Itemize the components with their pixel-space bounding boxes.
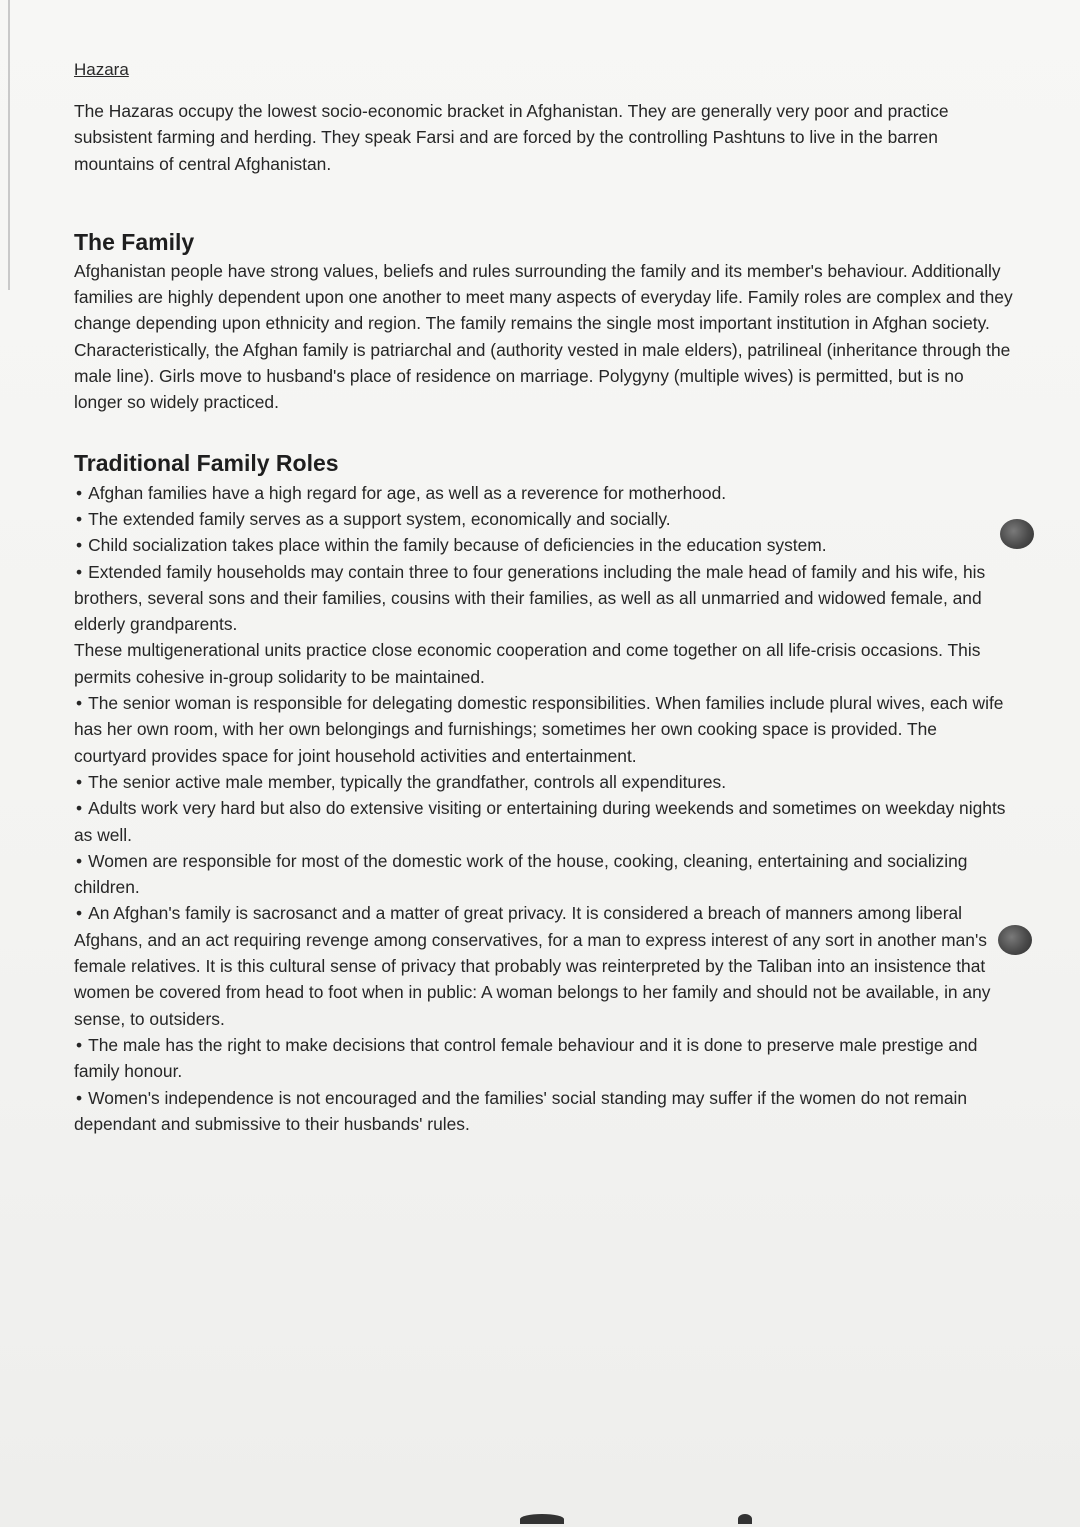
roles-bullet-7 xyxy=(74,795,1014,848)
bullet-text: The male has the right to make decisions that control female behaviour and it is done to preserve male prestige and family honour. xyxy=(74,1034,978,1082)
bullet-text: Afghan families have a high regard for age, as well as a reverence for motherhood. xyxy=(88,482,727,503)
roles-heading: Traditional Family Roles xyxy=(74,449,339,476)
bullet-text: An Afghan's family is sacrosanct and a matter of great privacy. It is considered a breach of manners among liberal Afghans, and an act requiring revenge among conservatives, for a man to express interest of any sort in another man's female relatives. It is this cultural sense of privacy that probably was reinterpreted by the Taliban into an insistence that women be covered from head to foot when in public: A woman belongs to her family and should not be available, in any sense, to outsiders. xyxy=(74,903,991,1029)
bullet-text: Adults work very hard but also do extensive visiting or entertaining during weekends and sometimes on weekday nights as well. xyxy=(74,798,1006,845)
bullet-dot: • xyxy=(76,798,83,819)
bullet-dot: • xyxy=(76,1034,83,1055)
bullet-dot: • xyxy=(76,1087,83,1108)
page-edge-mark xyxy=(738,1514,752,1524)
bullet-text: Women's independence is not encouraged and the families' social standing may suffer if the women do not remain dependant and submissive to their husbands' rules. xyxy=(74,1087,968,1134)
bullet-text: The senior active male member, typically the grandfather, controls all expenditures. xyxy=(88,771,727,792)
punch-hole xyxy=(998,925,1032,955)
roles-bullet-9 xyxy=(74,900,1014,1031)
bullet-text: Women are responsible for most of the domestic work of the house, cooking, cleaning, entertaining and socializing children. xyxy=(74,850,968,898)
hazara-paragraph: The Hazaras occupy the lowest socio-economic bracket in Afghanistan. They are generally very poor and practice subsistent farming and herding. They speak Farsi and are forced by the controlling Pashtuns to live in the barren mountains of central Afghanistan. xyxy=(74,101,949,174)
punch-hole xyxy=(1000,519,1034,549)
roles-bullet-3 xyxy=(74,532,1014,558)
roles-bullet-5 xyxy=(74,690,1014,769)
bullet-text: Extended family households may contain three to four generations including the male head of family and his wife, his brothers, several sons and their families, cousins with their families, as well as all unmarried and widowed female, and elderly grandparents. xyxy=(74,561,986,635)
bullet-text: Child socialization takes place within the family because of deficiencies in the education system. xyxy=(88,535,827,556)
roles-bullet-11 xyxy=(74,1085,1014,1138)
bullet-dot: • xyxy=(76,903,83,924)
bullet-dot: • xyxy=(76,561,83,582)
bullet-dot: • xyxy=(76,693,83,714)
family-paragraph: Afghanistan people have strong values, beliefs and rules surrounding the family and its member's behaviour. Additionally families are highly dependent upon one another to meet many aspects of everyday life. Family roles are complex and they change depending upon ethnicity and region. The family remains the single most important institution in Afghan society. Characteristically, the Afghan family is patriarchal and (authority vested in male elders), patrilineal (inheritance through the male line). Girls move to husband's place of residence on marriage. Polygyny (multiple wives) is permitted, but is no longer so widely practiced. xyxy=(74,260,1013,413)
hazara-title: Hazara xyxy=(74,60,129,79)
bullet-dot: • xyxy=(76,508,83,529)
roles-plain-paragraph: These multigenerational units practice close economic cooperation and come together on all life-crisis occasions. This permits cohesive in-group solidarity to be maintained. xyxy=(74,640,981,687)
bullet-text: The senior woman is responsible for delegating domestic responsibilities. When families include plural wives, each wife has her own room, with her own belongings and furnishings; sometimes her own cooking space is provided. The courtyard provides space for joint household activities and entertainment. xyxy=(74,693,1004,766)
bullet-text: The extended family serves as a support system, economically and socially. xyxy=(88,508,671,529)
roles-bullet-4 xyxy=(74,559,1014,638)
roles-bullet-10 xyxy=(74,1032,1014,1085)
roles-bullet-1 xyxy=(74,480,1014,506)
roles-bullet-2 xyxy=(74,506,1014,532)
bullet-dot: • xyxy=(76,535,83,556)
roles-bullet-6 xyxy=(74,769,1014,795)
family-heading: The Family xyxy=(74,228,195,255)
document-content xyxy=(74,60,1014,1137)
bullet-dot: • xyxy=(76,771,83,792)
binding-edge xyxy=(8,0,10,290)
roles-bullet-8 xyxy=(74,848,1014,901)
page-edge-mark xyxy=(520,1514,564,1524)
bullet-dot: • xyxy=(76,850,83,871)
bullet-dot: • xyxy=(76,482,83,503)
